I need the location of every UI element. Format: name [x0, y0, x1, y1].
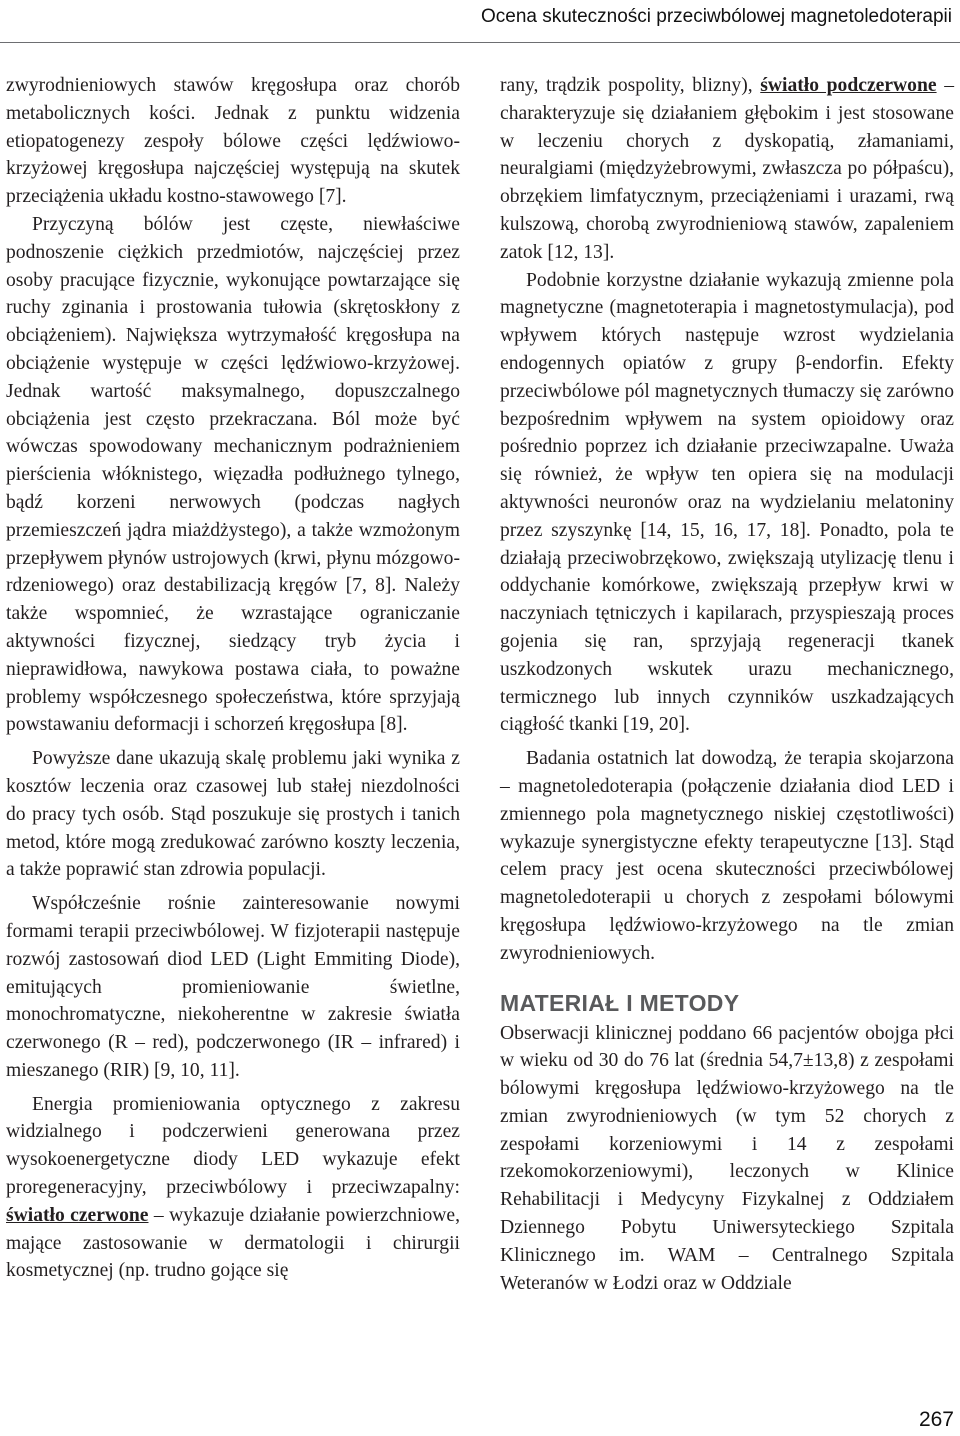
- paragraph-text: – charakteryzuje się działaniem głębokim i jest stosowane w leczeniu chorych z dyskopatią, złamaniami, neuralgiami (międzyżebrowymi, zwłaszcza po półpaścu), obrzękiem limfatycznym, przeciążeniami i urazami, rwą kulszową, chorobą zwyrodnieniową stawów, zapaleniem zatok [12, 13].: [500, 75, 954, 263]
- running-header-title: Ocena skuteczności przeciwbólowej magnetoledoterapii: [480, 6, 952, 27]
- paragraph: Przyczyną bólów jest częste, niewłaściwe podnoszenie ciężkich przedmiotów, najczęściej przez osoby pracujące fizycznie, wykonujące powtarzające się ruchy zginania i prostowania tułowia (skrętoskłony z obciążeniem). Największa wytrzymałość kręgosłupa na obciążenie występuje w części lędźwiowo-krzyżowej. Jednak wartość maksymalnego, dopuszczalnego obciążenia jest często przekraczana. Ból może być wówczas spowodowany mechanicznym podrażnieniem pierścienia włóknistego, więzadła podłużnego tylnego, bądź korzeni nerwowych (podczas nagłych przemieszczeń jądra miażdżystego), a także wzmożonym przepływem płynów ustrojowych (krwi, płynu mózgowo-rdzeniowego) oraz destabilizacją kręgów [7, 8]. Należy także wspomnieć, że wzrastające ograniczanie aktywności fizycznej, siedzący tryb życia i nieprawidłowa, nawykowa postawa ciała, to poważne problemy współczesnego społeczeństwa, które sprzyjają powstawaniu deformacji i schorzeń kręgosłupa [8].: [6, 213, 460, 736]
- paragraph: [6, 1091, 460, 1286]
- section-heading: MATERIAŁ I METODY: [500, 989, 740, 1016]
- paragraph: Podobnie korzystne działanie wykazują zmienne pola magnetyczne (magnetoterapia i magnetostymulacja), pod wpływem których następuje wzrost wydzielania endogennych opiatów z grupy β-endorfin. Efekty przeciwbólowe pól magnetycznych tłumaczy się zarówno bezpośrednim wpływem na system opioidowy oraz pośrednio poprzez ich działanie przeciwzapalne. Uważa się również, że wpływ ten opiera się na modulacji aktywności neuronów oraz na wydzielaniu melatoniny przez szyszynkę [14, 15, 16, 17, 18]. Ponadto, pola te działają przeciwobrzękowo, zwiększają utylizację tlenu i oddychanie komórkowe, zwiększają przepływ krwi w naczyniach tętniczych i kapilarach, przyspieszają proces gojenia się ran, sprzyjają regeneracji tkanek uszkodzonych wskutek urazu mechanicznego, termicznego lub innych czynników uszkadzających ciągłość tkanki [19, 20].: [500, 269, 954, 736]
- left-column: [6, 72, 460, 1285]
- paragraph-text: Energia promieniowania optycznego z zakresu widzialnego i podczerwieni generowana przez wysokoenergetyczne diody LED wykazuje efekt proregeneracyjny, przeciwbólowy i przeciwzapalny:: [6, 1093, 460, 1199]
- highlighted-term: światło podczerwone: [760, 75, 937, 96]
- paragraph: zwyrodnieniowych stawów kręgosłupa oraz chorób metabolicznych kości. Jednak z punktu widzenia etiopatogenezy zespoły bólowe części lędźwiowo-krzyżowej kręgosłupa najczęściej występują na skutek przeciążenia układu kostno-stawowego [7].: [6, 75, 460, 208]
- paragraph: [500, 72, 954, 267]
- paragraph: Współcześnie rośnie zainteresowanie nowymi formami terapii przeciwbólowej. W fizjoterapii następuje rozwój zastosowań diod LED (Light Emmiting Diode), emitujących promieniowanie świetlne, monochromatyczne, niekoherentne w zakresie światła czerwonego (R – red), podczerwonego (IR – infrared) i mieszanego (RIR) [9, 10, 11].: [6, 893, 460, 1081]
- paragraph: Badania ostatnich lat dowodzą, że terapia skojarzona – magnetoledoterapia (połączenie działania diod LED i zmiennego pola magnetycznego niskiej częstotliwości) wykazuje synergistyczne efekty terapeutyczne [13]. Stąd celem pracy jest ocena skuteczności przeciwbólowej magnetoledoterapii u chorych z zespołami bólowymi kręgosłupa lędźwiowo-krzyżowego na tle zmian zwyrodnieniowych.: [500, 748, 954, 964]
- highlighted-term: światło czerwone: [6, 1204, 149, 1226]
- paragraph: Obserwacji klinicznej poddano 66 pacjentów obojga płci w wieku od 30 do 76 lat (średnia 54,7±13,8) z zespołami bólowymi kręgosłupa lędźwiowo-krzyżowego na tle zmian zwyrodnieniowych (w tym 52 chorych z zespołami korzeniowymi i 14 z zespołami rzekomokorzeniowymi), leczonych w Klinice Rehabilitacji i Medycyny Fizykalnej z Oddziałem Dziennego Pobytu Uniwersyteckiego Szpitala Klinicznego im. WAM – Centralnego Szpitala Weteranów w Łodzi oraz w Oddziale: [500, 1022, 954, 1294]
- right-column: [500, 72, 954, 1297]
- paragraph: Powyższe dane ukazują skalę problemu jaki wynika z kosztów leczenia oraz czasowej lub stałej niezdolności do pracy tych osób. Stąd poszukuje się prostych i tanich metod, które mogą zredukować zarówno koszty leczenia, a także poprawić stan zdrowia populacji.: [6, 748, 460, 881]
- page-number: 267: [918, 1408, 954, 1431]
- paragraph-text: rany, trądzik pospolity, blizny),: [500, 75, 761, 96]
- header-divider: [0, 42, 960, 43]
- paragraph-text: – wykazuje działanie powierzchniowe, mające zastosowanie w dermatologii i chirurgii kosmetycznej (np. trudno gojące się: [6, 1204, 460, 1282]
